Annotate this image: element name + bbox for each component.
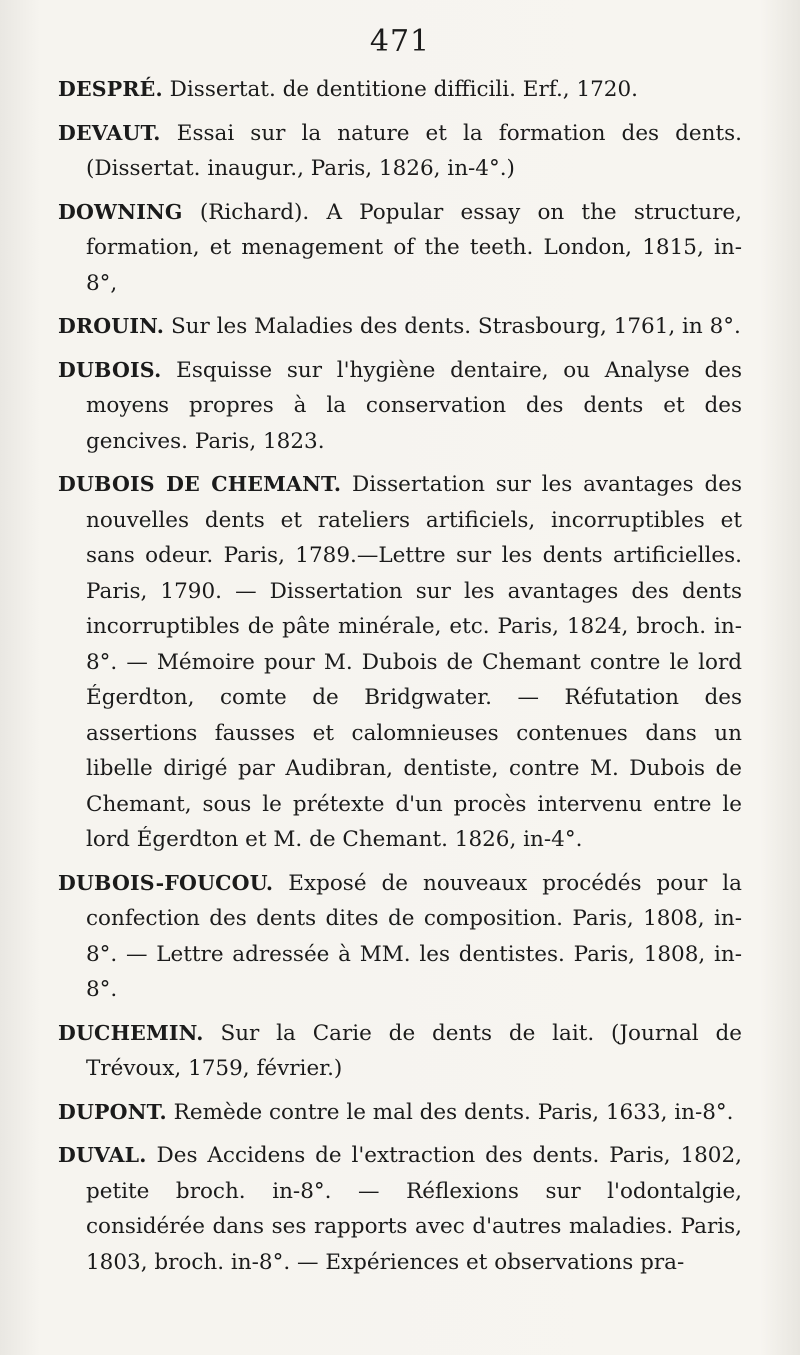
- entry-author: DOWNING: [58, 199, 183, 224]
- bibliography-entry: [58, 1138, 742, 1280]
- entry-text: Esquisse sur l'hygiène dentaire, ou Analyse des moyens propres à la conservation des dents et des gencives. Paris, 1823.: [86, 357, 742, 454]
- bibliography-entry: [58, 72, 742, 108]
- bibliography-entry: [58, 1016, 742, 1087]
- entry-text: Dissertat. de dentitione difficili. Erf., 1720.: [169, 77, 639, 102]
- bibliography-entry: [58, 1095, 742, 1131]
- entry-author: DUBOIS DE CHEMANT.: [58, 472, 342, 496]
- bibliography-list: [58, 72, 742, 1288]
- entry-text: Essai sur la nature et la formation des dents. (Dissertat. inaugur., Paris, 1826, in-4°.): [86, 120, 742, 181]
- entry-text: Exposé de nouveaux procédés pour la confection des dents dites de composition. Paris, 1808, in-8°. — Lettre adressée à MM. les dentistes. Paris, 1808, in-8°.: [86, 870, 742, 1002]
- bibliography-entry: [58, 866, 742, 1008]
- entry-author: DUBOIS-FOUCOU.: [58, 870, 274, 895]
- entry-text: Remède contre le mal des dents. Paris, 1633, in-8°.: [173, 1099, 734, 1125]
- entry-author: DEVAUT.: [58, 120, 161, 145]
- entry-author: DESPRÉ.: [58, 77, 163, 101]
- entry-text: (Richard). A Popular essay on the structure, formation, et menagement of the teeth. London, 1815, in-8°,: [86, 199, 742, 296]
- entry-author: DROUIN.: [58, 314, 165, 338]
- entry-text: Sur la Carie de dents de lait. (Journal de Trévoux, 1759, février.): [86, 1020, 742, 1081]
- entry-text: Dissertation sur les avantages des nouvelles dents et rateliers artificiels, incorruptibles et sans odeur. Paris, 1789.—Lettre sur les dents artificielles. Paris, 1790. — Dissertation sur les avantages des dents incorruptibles de pâte minérale, etc. Paris, 1824, broch. in-8°. — Mémoire pour M. Dubois de Chemant contre le lord Égerdton, comte de Bridgwater. — Réfutation des assertions fausses et calomnieuses contenues dans un libelle dirigé par Audibran, dentiste, contre M. Dubois de Chemant, sous le prétexte d'un procès intervenu entre le lord Égerdton et M. de Chemant. 1826, in-4°.: [86, 472, 742, 852]
- entry-author: DUBOIS.: [58, 357, 162, 382]
- entry-text: Des Accidens de l'extraction des dents. Paris, 1802, petite broch. in-8°. — Réflexions sur l'odontalgie, considérée dans ses rapports avec d'autres maladies. Paris, 1803, broch. in-8°. — Expériences et observations pra-: [86, 1143, 742, 1275]
- bibliography-entry: [58, 116, 742, 187]
- entry-author: DUPONT.: [58, 1099, 167, 1124]
- bibliography-entry: [58, 309, 742, 345]
- entry-author: DUVAL.: [58, 1143, 147, 1167]
- entry-author: DUCHEMIN.: [58, 1020, 204, 1045]
- bibliography-entry: [58, 353, 742, 460]
- bibliography-entry: [58, 195, 742, 302]
- entry-text: Sur les Maladies des dents. Strasbourg, 1761, in 8°.: [170, 314, 741, 339]
- page-number: 471: [369, 24, 431, 59]
- bibliography-entry: [58, 467, 742, 858]
